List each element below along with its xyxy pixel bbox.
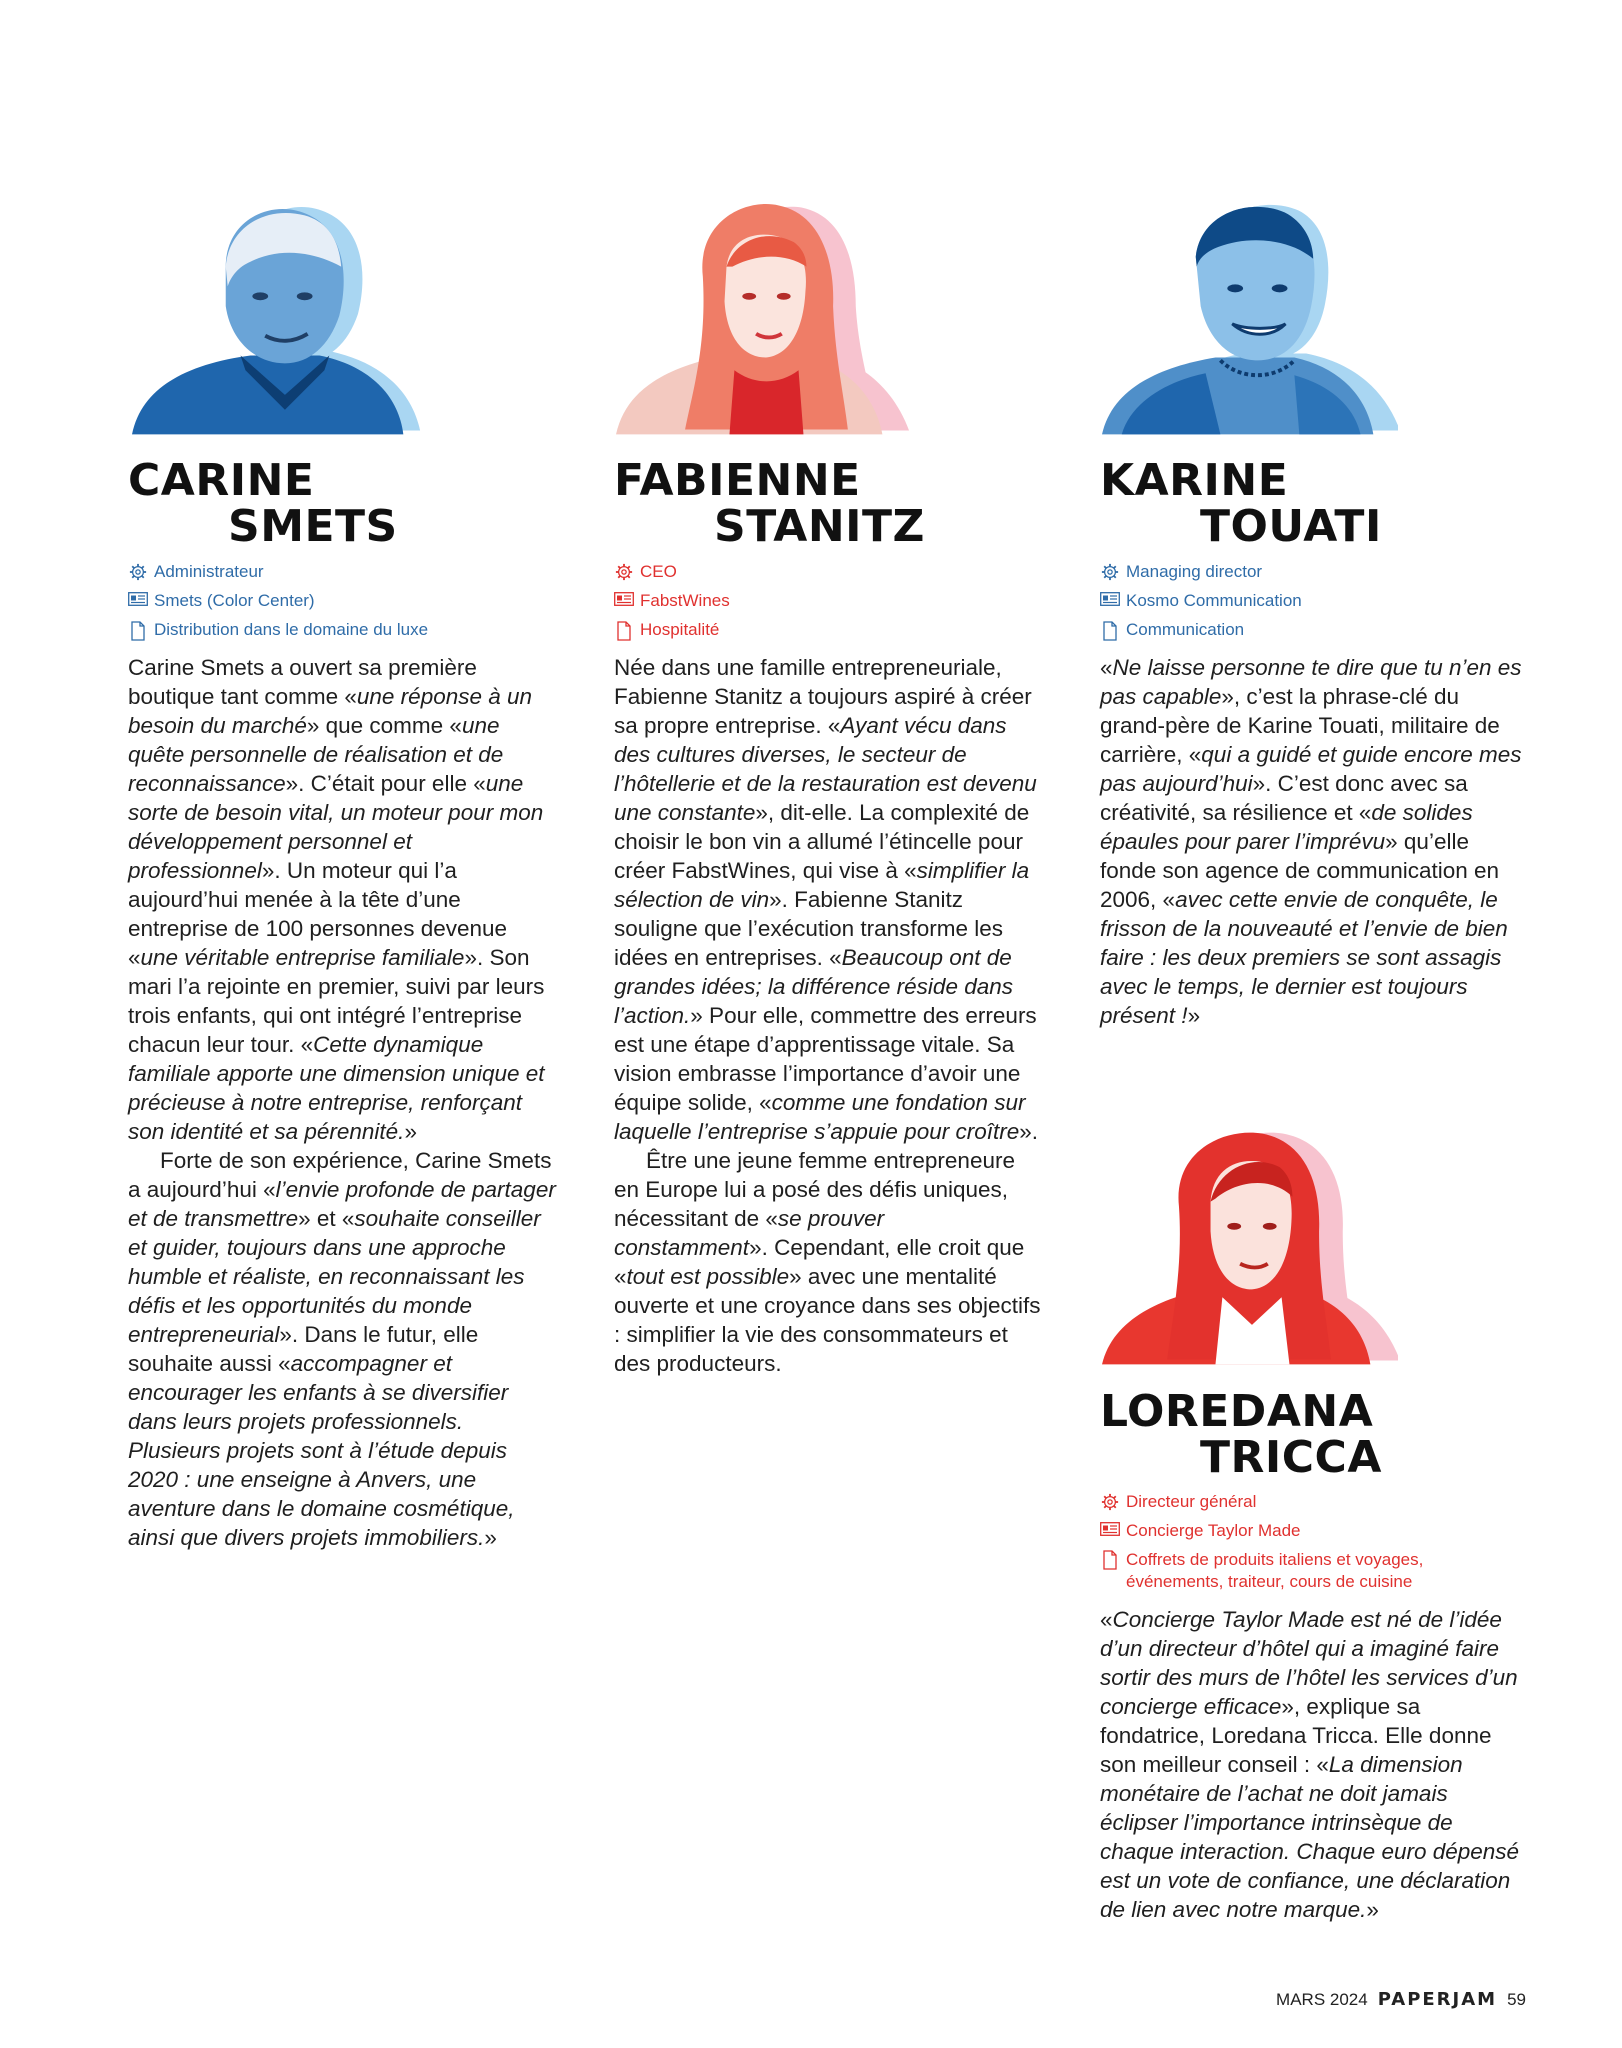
company-row: [1100, 1516, 1530, 1545]
company-text: Kosmo Communication: [1126, 591, 1302, 610]
name-line-1: LOREDANA: [1100, 1386, 1374, 1437]
company-row: [614, 586, 1044, 615]
paragraph: «Ne laisse personne te dire que tu n’en es pas capable», c’est la phrase-clé du grand-père de Karine Touati, militaire de carrière, «qui a guidé et guide encore mes pas aujourd’hui». C’est donc avec sa créativité, sa résilience et «de solides épaules pour parer l’imprévu» qu’elle fonde son agence de communication en 2006, «avec cette envie de conquête, le frisson de la nouveauté et l’envie de bien faire : les deux premiers se sont assagis avec le temps, le dernier est toujours présent !»: [1100, 655, 1522, 1028]
sector-text: Communication: [1126, 620, 1245, 639]
page-footer: [1276, 1989, 1526, 2010]
paragraph: «Concierge Taylor Made est né de l’idée d’un directeur d’hôtel qui a imaginé faire sortir des murs de l’hôtel les services d’un concierge efficace», explique sa fondatrice, Loredana Tricca. Elle donne son meilleur conseil : «La dimension monétaire de l’achat ne doit jamais éclipser l’importance intrinsèque de chaque interaction. Chaque euro dépensé est un vote de confiance, une déclaration de lien avec notre marque.»: [1100, 1607, 1520, 1922]
magazine-logo: PAPERJAM: [1377, 1989, 1498, 2010]
sector-row: [128, 615, 558, 644]
role-text: CEO: [640, 562, 677, 581]
name-line-1: FABIENNE: [614, 455, 861, 506]
person-name: [614, 455, 925, 552]
gear-icon: [128, 557, 148, 581]
document-icon: [1100, 615, 1120, 641]
page-number: 59: [1507, 1990, 1526, 2009]
name-line-1: KARINE: [1100, 455, 1289, 506]
sector-text: Distribution dans le domaine du luxe: [154, 620, 429, 639]
issue-date: MARS 2024: [1276, 1990, 1368, 2009]
profile-text: [1100, 1605, 1530, 1924]
person-name: [128, 455, 398, 552]
company-text: Concierge Taylor Made: [1126, 1521, 1301, 1540]
id-card-icon: [1100, 1516, 1120, 1536]
name-line-1: CARINE: [128, 455, 315, 506]
profile-meta: [1100, 1487, 1530, 1593]
company-row: [128, 586, 558, 615]
portrait-photo: [1102, 196, 1398, 436]
paragraph: Carine Smets a ouvert sa première boutique tant comme «une réponse à un besoin du marché» que comme «une quête personnelle de réalisation et de reconnaissance». C’était pour elle «une sorte de besoin vital, un moteur pour mon développement personnel et professionnel». Un moteur qui l’a aujourd’hui menée à la tête d’une entreprise de 100 personnes devenue «une véritable entreprise familiale». Son mari l’a rejointe en premier, suivi par leurs trois enfants, qui ont intégré l’entreprise chacun leur tour. «Cette dynamique familiale apporte une dimension unique et précieuse à notre entreprise, renforçant son identité et sa pérennité.»: [128, 655, 545, 1144]
profile-text: [128, 653, 558, 1552]
gear-icon: [614, 557, 634, 581]
sector-text: Coffrets de produits italiens et voyages, événements, traiteur, cours de cuisine: [1126, 1550, 1424, 1591]
profile-meta: [614, 557, 1044, 644]
name-line-2: TRICCA: [1200, 1432, 1382, 1483]
profile-text: [1100, 653, 1530, 1030]
id-card-icon: [614, 586, 634, 606]
portrait-photo: [132, 196, 428, 436]
paragraph: Être une jeune femme entrepreneure en Europe lui a posé des défis uniques, nécessitant de «se prouver constamment». Cependant, elle croit que «tout est possible» avec une mentalité ouverte et une croyance dans ses objectifs : simplifier la vie des consommateurs et des producteurs.: [614, 1148, 1041, 1376]
gear-icon: [1100, 1487, 1120, 1511]
paragraph: Forte de son expérience, Carine Smets a aujourd’hui «l’envie profonde de partager et de transmettre» et «souhaite conseiller et guider, toujours dans une approche humble et réaliste, en reconnaissant les défis et les opportunités du monde entrepreneurial». Dans le futur, elle souhaite aussi «accompagner et encourager les enfants à se diversifier dans leurs projets professionnels. Plusieurs projets sont à l’étude depuis 2020 : une enseigne à Anvers, une aventure dans le domaine cosmétique, ainsi que divers projets immobiliers.»: [128, 1148, 556, 1550]
document-icon: [1100, 1549, 1120, 1570]
portrait-photo: [1102, 1126, 1398, 1366]
person-name: [1100, 1386, 1382, 1483]
sector-row: [1100, 615, 1530, 644]
profile-meta: [1100, 557, 1530, 644]
role-row: [1100, 557, 1530, 586]
role-text: Directeur général: [1126, 1492, 1257, 1511]
document-icon: [128, 615, 148, 641]
role-row: [1100, 1487, 1530, 1516]
role-text: Administrateur: [154, 562, 264, 581]
portrait-photo: [616, 196, 912, 436]
paragraph: Née dans une famille entrepreneuriale, Fabienne Stanitz a toujours aspiré à créer sa propre entreprise. «Ayant vécu dans des cultures diverses, le secteur de l’hôtellerie et de la restauration est devenu une constante», dit-elle. La complexité de choisir le bon vin a allumé l’étincelle pour créer FabstWines, qui vise à «simplifier la sélection de vin». Fabienne Stanitz souligne que l’exécution transforme les idées en entreprises. «Beaucoup ont de grandes idées; la différence réside dans l’action.» Pour elle, commettre des erreurs est une étape d’apprentissage vitale. Sa vision embrasse l’importance d’avoir une équipe solide, «comme une fondation sur laquelle l’entreprise s’appuie pour croître».: [614, 655, 1038, 1144]
role-row: [128, 557, 558, 586]
id-card-icon: [1100, 586, 1120, 606]
company-text: FabstWines: [640, 591, 730, 610]
name-line-2: SMETS: [228, 501, 398, 552]
person-name: [1100, 455, 1382, 552]
sector-text: Hospitalité: [640, 620, 720, 639]
name-line-2: STANITZ: [714, 501, 925, 552]
company-text: Smets (Color Center): [154, 591, 315, 610]
role-text: Managing director: [1126, 562, 1263, 581]
name-line-2: TOUATI: [1200, 501, 1382, 552]
role-row: [614, 557, 1044, 586]
document-icon: [614, 615, 634, 641]
sector-row: [614, 615, 1044, 644]
id-card-icon: [128, 586, 148, 606]
profile-meta: [128, 557, 558, 644]
profile-text: [614, 653, 1044, 1378]
gear-icon: [1100, 557, 1120, 581]
company-row: [1100, 586, 1530, 615]
sector-row: [1100, 1549, 1530, 1593]
